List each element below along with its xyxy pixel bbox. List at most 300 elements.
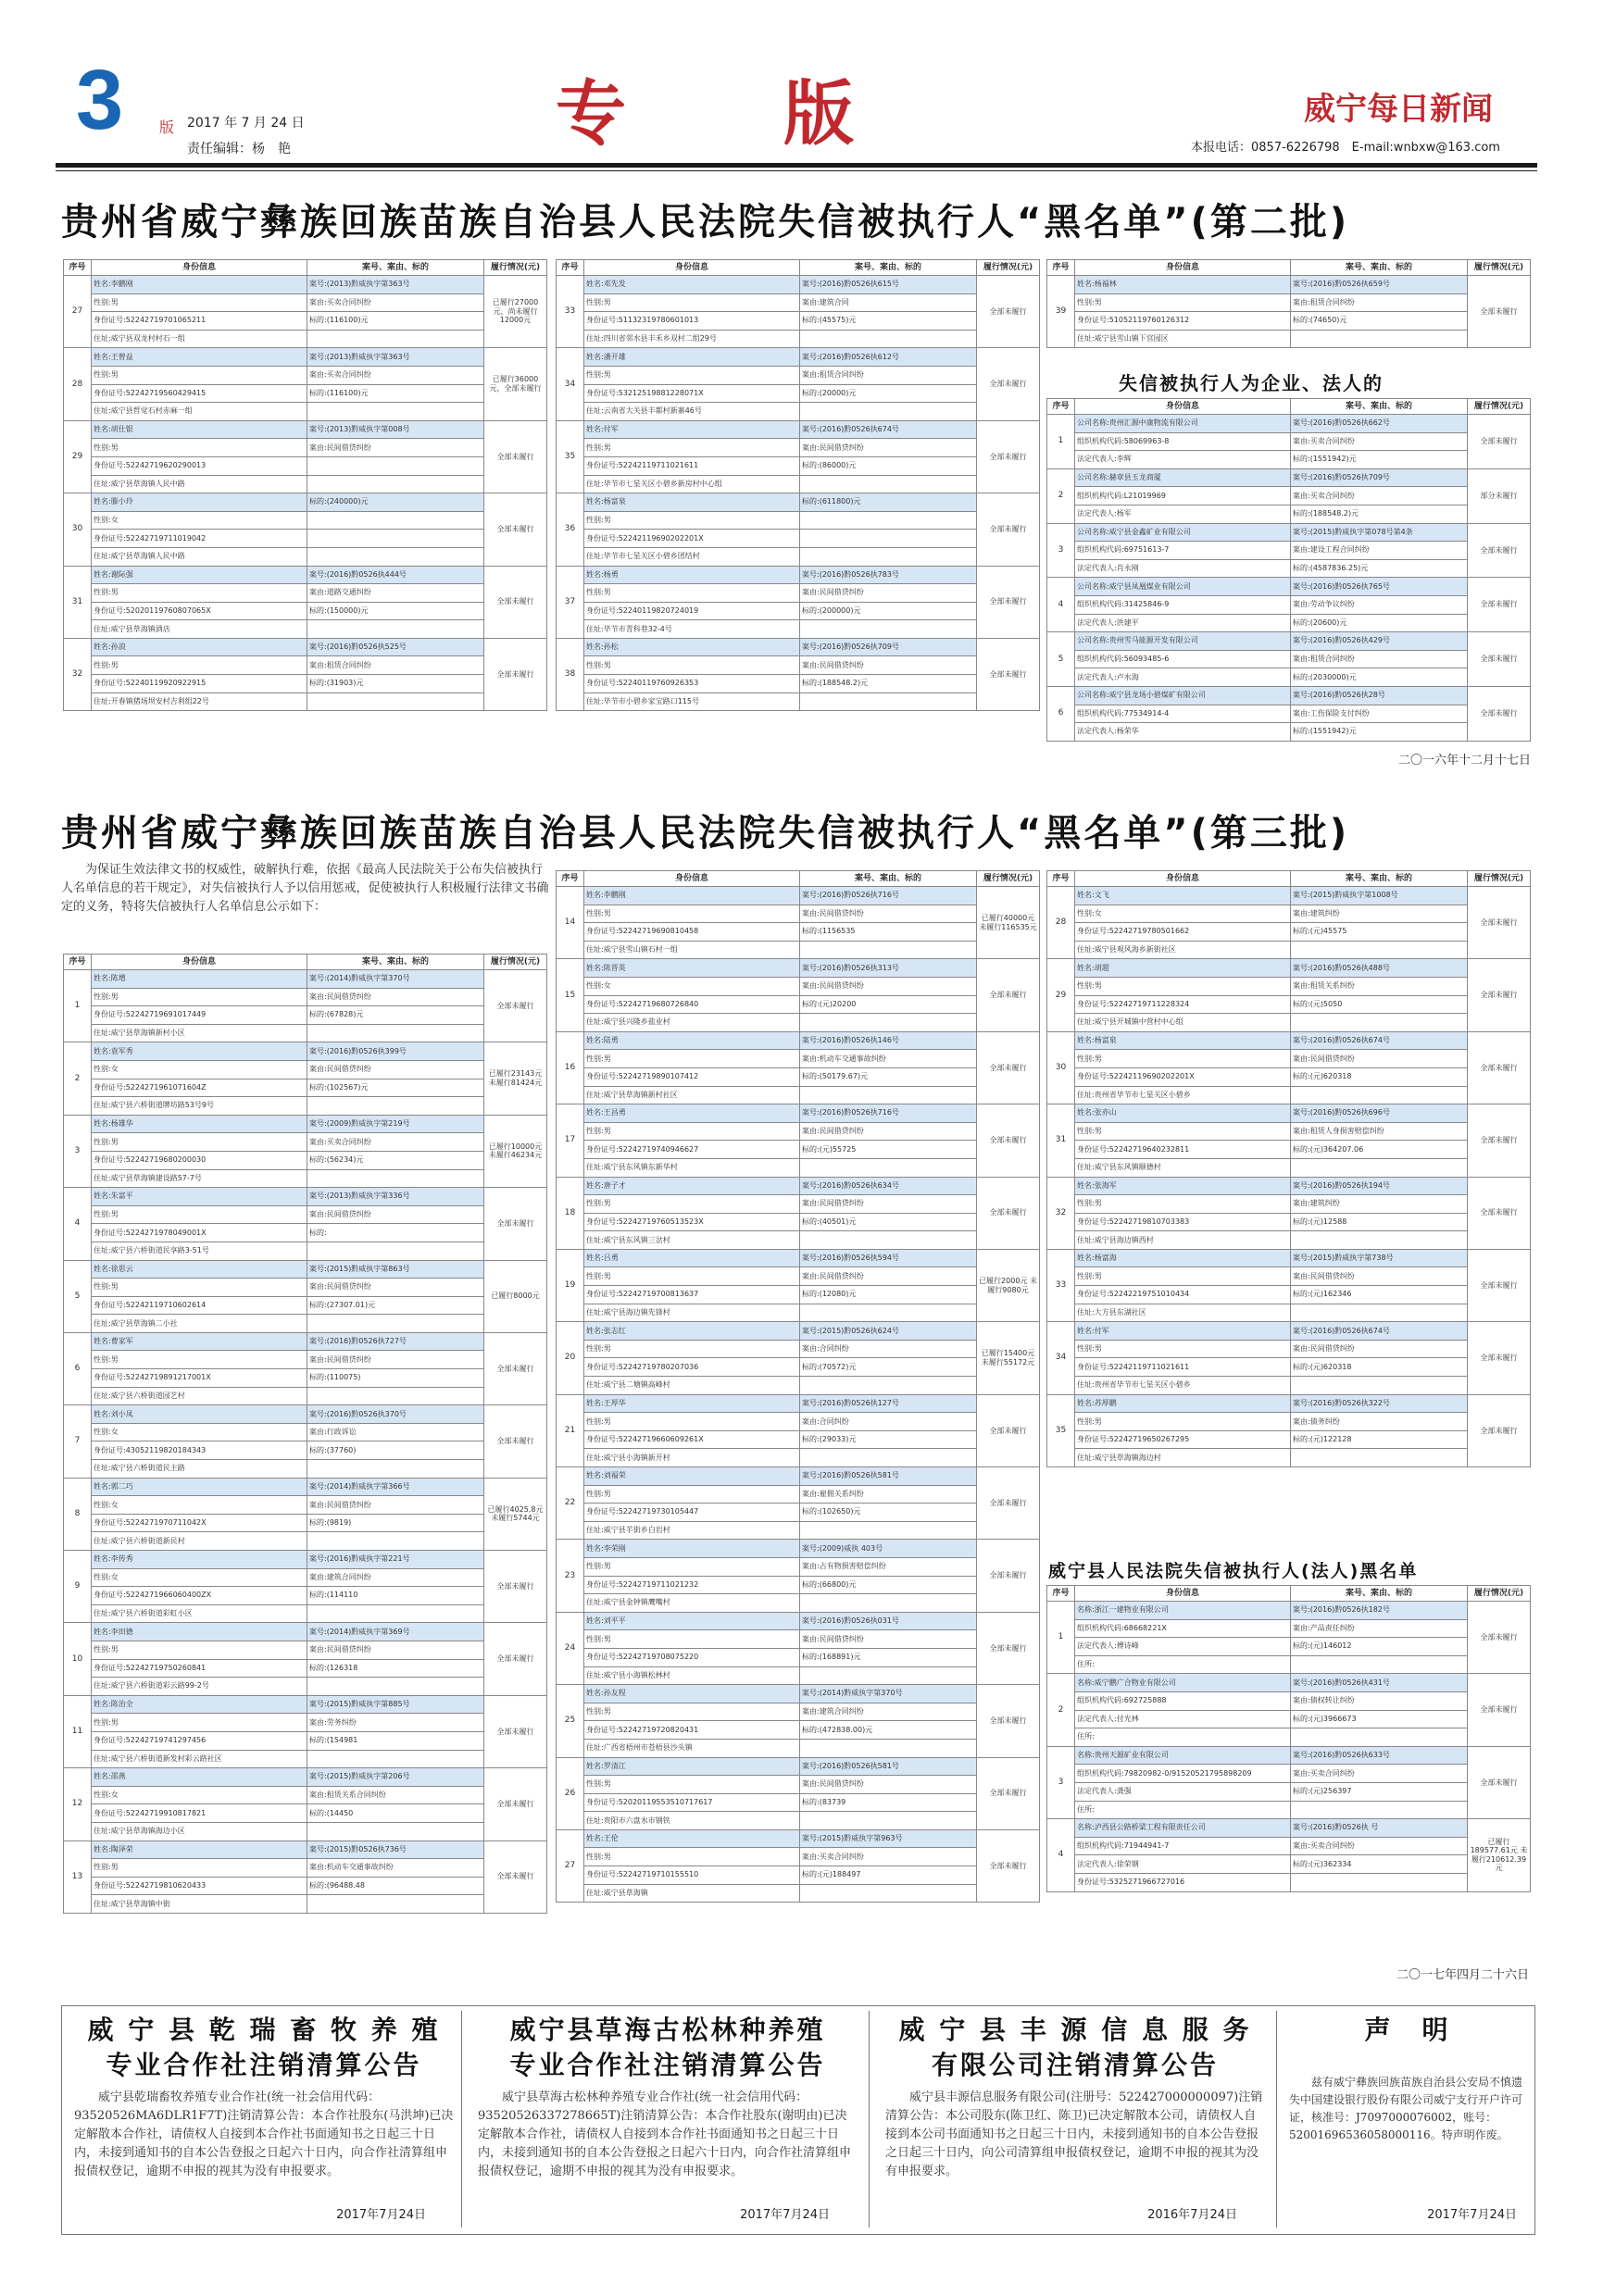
table-row (64, 276, 547, 294)
identity-cell: 住址:毕节市七星关区小碧乡新房村中心组 (584, 475, 800, 493)
table-row (557, 493, 1040, 512)
table-header (557, 260, 1040, 276)
issue-date: 2017 年 7 月 24 日 (187, 116, 305, 131)
table-row (557, 384, 1040, 403)
table-row (1047, 595, 1531, 614)
case-cell (800, 1666, 977, 1685)
table-row (1047, 1231, 1531, 1250)
case-cell: 案由:民间借贷纠纷 (800, 1776, 977, 1794)
case-cell: 标的:(元)45575 (1291, 923, 1468, 942)
case-cell: 案由:租赁合同纠纷 (307, 656, 484, 675)
table-row (557, 1158, 1040, 1177)
status-cell: 部分未履行 (1468, 468, 1531, 523)
status-cell: 全部未履行 (1468, 1031, 1531, 1104)
identity-cell: 身份证号:52242719891217001X (92, 1369, 307, 1388)
identity-cell: 住址:威宁县东风镇顺德村 (1075, 1158, 1291, 1177)
identity-cell: 身份证号:52242719711228324 (1075, 995, 1291, 1014)
identity-cell: 组织机构代码:58069963-8 (1075, 432, 1291, 451)
table-row (557, 1050, 1040, 1068)
case-cell: 案由:劳务纠纷 (307, 1714, 484, 1732)
identity-cell: 性别:男 (92, 366, 307, 384)
table-row (557, 1358, 1040, 1377)
table-row (557, 312, 1040, 331)
case-cell: 案由:买卖合同纠纷 (307, 293, 484, 312)
case-cell: 案由:机动车交通事故纠纷 (307, 1859, 484, 1878)
identity-cell: 性别:男 (92, 1641, 307, 1659)
case-cell: 案由:建筑合同纠纷 (307, 1568, 484, 1587)
case-cell: 标的:(154981 (307, 1731, 484, 1750)
row-number: 30 (64, 493, 92, 566)
case-cell (307, 475, 484, 493)
column-header: 身份信息 (584, 260, 800, 276)
notice-body: 威宁县乾瑞畜牧养殖专业合作社(统一社会信用代码：93520526MA6DLR1F7T)注销清算公告：本合作社股东(马洪坤)已决定解散本合作社，请债权人自接到本合作社书面通知书之日起三十日内，未接到通知书的自本公告登报之日起六十日内，向合作社清算组申报债权登记，逾期不申报的视其为没有申报要求。 (74, 2090, 454, 2178)
notice-caohai (478, 2013, 858, 2229)
row-number: 29 (64, 420, 92, 493)
table-row (1047, 578, 1531, 596)
identity-cell: 姓名:苏厚鹏 (1075, 1394, 1291, 1413)
identity-cell: 公司名称:赫章县玉龙商厦 (1075, 468, 1291, 487)
identity-cell: 住址:威宁县观风海乡新街社区 (1075, 941, 1291, 959)
identity-cell: 姓名:杨勇 (584, 566, 800, 584)
table-row (1047, 1638, 1531, 1656)
case-cell: 标的:(元)5050 (1291, 995, 1468, 1014)
row-number: 4 (1047, 578, 1075, 632)
case-cell: 案号:(2015)黔威执字第738号 (1291, 1249, 1468, 1267)
case-cell (307, 1532, 484, 1551)
case-cell: 案号:(2015)黔0526执624号 (800, 1322, 977, 1341)
case-cell (307, 1024, 484, 1042)
identity-cell: 姓名:杨富泉 (1075, 1031, 1291, 1050)
table-row (557, 1829, 1040, 1848)
table-row (1047, 905, 1531, 923)
table-row (1047, 1086, 1531, 1104)
batch2-title: 贵州省威宁彝族回族苗族自治县人民法院失信被执行人“黑名单”(第二批) (61, 201, 1350, 243)
case-cell (800, 1884, 977, 1903)
case-cell (1291, 1304, 1468, 1322)
case-cell: 案号:(2014)黔威执字第369号 (307, 1623, 484, 1641)
case-cell: 案号:(2016)黔0526执322号 (1291, 1394, 1468, 1413)
status-cell: 全部未履行 (1468, 578, 1531, 632)
table-row (1047, 432, 1531, 451)
row-number: 12 (64, 1768, 92, 1841)
row-number: 34 (557, 348, 584, 420)
identity-cell: 性别:男 (92, 1351, 307, 1369)
case-cell: 案由:建筑纠纷 (1291, 905, 1468, 923)
table-row (1047, 1619, 1531, 1638)
row-number: 4 (1047, 1819, 1075, 1891)
row-number: 27 (557, 1829, 584, 1902)
identity-cell: 法定代表人:龚强 (1075, 1782, 1291, 1801)
row-number: 29 (1047, 959, 1075, 1031)
row-number: 35 (557, 420, 584, 493)
case-cell: 案号:(2016)黔0526执674号 (800, 420, 977, 439)
case-cell: 案由:占有物损害赔偿纠纷 (800, 1557, 977, 1576)
identity-cell: 性别:男 (584, 1485, 800, 1504)
identity-cell: 姓名:刘小凤 (92, 1405, 307, 1424)
identity-cell: 身份证号:52242719711021232 (584, 1576, 800, 1594)
row-number: 6 (64, 1332, 92, 1404)
case-cell: 案号:(2016)黔0526执727号 (307, 1332, 484, 1351)
table-row (1047, 1122, 1531, 1141)
identity-cell: 姓名:孙浪 (92, 638, 307, 656)
blacklist-table (556, 259, 1040, 711)
table-header (1047, 1586, 1531, 1602)
table-row (1047, 1413, 1531, 1431)
case-cell: 案号:(2013)黔威执字第008号 (307, 420, 484, 439)
case-cell (307, 511, 484, 530)
table-row (64, 1188, 547, 1206)
case-cell (307, 1169, 484, 1188)
case-cell: 案号:(2016)黔0526执488号 (1291, 959, 1468, 978)
notice-title: 威 宁 县 丰 源 信 息 服 务 (898, 2015, 1252, 2045)
case-cell (800, 530, 977, 548)
identity-cell: 性别:男 (92, 1205, 307, 1224)
table-row (64, 475, 547, 493)
table-row (64, 1079, 547, 1097)
case-cell (1291, 1231, 1468, 1250)
case-cell (800, 403, 977, 421)
identity-cell: 性别:男 (584, 1267, 800, 1286)
case-cell: 案号:(2016)黔0526执594号 (800, 1249, 977, 1267)
case-cell (800, 547, 977, 566)
identity-cell: 姓名:文飞 (1075, 887, 1291, 905)
case-cell: 标的:(2030000)元 (1291, 668, 1468, 687)
identity-cell: 身份证号:52242119690202201X (584, 530, 800, 548)
case-cell: 案由:民间借贷纠纷 (800, 656, 977, 675)
status-cell: 全部未履行 (484, 1768, 547, 1841)
table-row (557, 1141, 1040, 1159)
table-row (64, 1006, 547, 1025)
column-header: 案号、案由、标的 (1291, 1586, 1468, 1602)
header-rule-thin (56, 170, 1537, 171)
case-cell (1291, 1014, 1468, 1032)
batch2-corp-title: 失信被执行人为企业、法人的 (1119, 372, 1384, 394)
table-row (1047, 632, 1531, 651)
case-cell (307, 403, 484, 421)
table-row (64, 547, 547, 566)
table-row (1047, 1819, 1531, 1838)
table-row (64, 1332, 547, 1351)
case-cell: 案由:建筑纠纷 (1291, 1195, 1468, 1214)
case-cell: 案号:(2016)黔0526执765号 (1291, 578, 1468, 596)
column-header: 序号 (64, 955, 92, 970)
column-header: 案号、案由、标的 (1291, 260, 1468, 276)
table-row (557, 602, 1040, 620)
identity-cell: 姓名:徐思云 (92, 1260, 307, 1279)
column-header: 序号 (1047, 260, 1075, 276)
case-cell (800, 1449, 977, 1467)
table-row (557, 1739, 1040, 1757)
identity-cell: 姓名:潘开雄 (584, 348, 800, 367)
case-cell (800, 1086, 977, 1104)
identity-cell: 住址:威宁县雪山镇下官园区 (1075, 330, 1291, 348)
table-row (64, 439, 547, 457)
status-cell: 全部未履行 (977, 1177, 1040, 1249)
table-row (557, 547, 1040, 566)
identity-cell: 姓名:曹家军 (92, 1332, 307, 1351)
case-cell: 案由:雇佣关系纠纷 (800, 1485, 977, 1504)
identity-cell: 性别:男 (584, 1413, 800, 1431)
case-cell: 案号:(2016)黔0526执659号 (1291, 276, 1468, 294)
table-row (64, 638, 547, 656)
table-row (64, 1641, 547, 1659)
case-cell: 案号:(2013)黔威执字第336号 (307, 1188, 484, 1206)
table-row (557, 959, 1040, 978)
identity-cell: 住所: (1075, 1801, 1291, 1819)
identity-cell: 性别:女 (92, 1496, 307, 1515)
case-cell: 标的:(70572)元 (800, 1358, 977, 1377)
case-cell: 案号:(2016)黔0526执633号 (1291, 1746, 1468, 1765)
identity-cell: 身份证号:52242719810620433 (92, 1877, 307, 1895)
table-row (557, 1866, 1040, 1885)
case-cell: 标的:(元)256397 (1291, 1782, 1468, 1801)
table-row (557, 1449, 1040, 1467)
identity-cell: 性别:男 (584, 1630, 800, 1649)
table-row (64, 1151, 547, 1169)
row-number: 15 (557, 959, 584, 1031)
case-cell (800, 1521, 977, 1540)
identity-cell: 法定代表人:杨军 (1075, 505, 1291, 523)
batch2-date: 二〇一六年十二月十七日 (1398, 754, 1532, 767)
identity-cell: 姓名:付军 (584, 420, 800, 439)
table-row (64, 1441, 547, 1460)
identity-cell: 住址:威宁县哲觉石村赤麻一组 (92, 403, 307, 421)
table-row (1047, 1213, 1531, 1231)
identity-cell: 住址:威宁县六桥街道新民村 (92, 1532, 307, 1551)
table-row (64, 1623, 547, 1641)
identity-cell: 法定代表人:肖永刚 (1075, 559, 1291, 578)
status-cell: 全部未履行 (977, 1031, 1040, 1104)
status-cell: 已履行10000元 未履行46234元 (484, 1115, 547, 1187)
table-row (557, 330, 1040, 348)
table-row (64, 330, 547, 348)
case-cell (307, 1387, 484, 1405)
identity-cell: 法定代表人:卢水海 (1075, 668, 1291, 687)
row-number: 14 (557, 887, 584, 959)
identity-cell: 住址:威宁县东风镇三岔村 (584, 1231, 800, 1250)
table-row (1047, 542, 1531, 560)
case-cell: 标的:(元)20200 (800, 995, 977, 1014)
identity-cell: 组织机构代码:L21019969 (1075, 487, 1291, 505)
identity-cell: 组织机构代码:77534914-4 (1075, 705, 1291, 723)
case-cell (307, 693, 484, 711)
row-number: 19 (557, 1249, 584, 1321)
row-number: 5 (1047, 632, 1075, 687)
case-cell: 案号:(2015)黔威执字第206号 (307, 1768, 484, 1787)
identity-cell: 名称:浙江一建物业有限公司 (1075, 1602, 1291, 1620)
case-cell: 标的:(472838.00)元 (800, 1721, 977, 1740)
case-cell (307, 1822, 484, 1841)
column-header: 序号 (1047, 871, 1075, 887)
case-cell: 案由:行政诉讼 (307, 1423, 484, 1441)
case-cell: 标的:(29033)元 (800, 1430, 977, 1449)
table-row (1047, 1765, 1531, 1783)
identity-cell: 姓名:罗清江 (584, 1757, 800, 1776)
case-cell: 案由:民间借贷纠纷 (800, 905, 977, 923)
case-cell: 标的:(50179.67)元 (800, 1067, 977, 1086)
table-row (64, 1804, 547, 1823)
case-cell: 案由:租赁人身损害赔偿纠纷 (1291, 1122, 1468, 1141)
row-number: 23 (557, 1540, 584, 1612)
identity-cell: 性别:男 (584, 439, 800, 457)
case-cell: 案由:买卖合同纠纷 (1291, 1765, 1468, 1783)
case-cell (307, 620, 484, 639)
case-cell: 标的:(116100)元 (307, 312, 484, 331)
table-row (1047, 559, 1531, 578)
row-number: 7 (64, 1405, 92, 1478)
case-cell (307, 547, 484, 566)
identity-cell: 身份证号:5224271966060400ZX (92, 1587, 307, 1605)
row-number: 6 (1047, 686, 1075, 741)
case-cell: 案由:民间借贷纠纷 (1291, 1267, 1468, 1286)
table-row (1047, 293, 1531, 312)
case-cell: 标的:(12080)元 (800, 1286, 977, 1304)
table-row (557, 1721, 1040, 1740)
table-row (557, 511, 1040, 530)
column-header: 身份信息 (1075, 871, 1291, 887)
status-cell: 已履行2000元 未履行9080元 (977, 1249, 1040, 1321)
case-cell (800, 475, 977, 493)
case-cell: 标的:(102650)元 (800, 1504, 977, 1522)
case-cell: 标的:(188548.2)元 (800, 675, 977, 693)
identity-cell: 性别:男 (1075, 977, 1291, 995)
case-cell (307, 530, 484, 548)
identity-cell: 身份证号:52242719701065211 (92, 312, 307, 331)
table-row (64, 1097, 547, 1116)
table-row (557, 1377, 1040, 1395)
identity-cell: 身份证号:52242119690202201X (1075, 1067, 1291, 1086)
notice-date: 2017年7月24日 (740, 2208, 830, 2222)
case-cell: 标的:(67828)元 (307, 1006, 484, 1025)
column-header: 履行情况(元) (1468, 260, 1531, 276)
blacklist-table (1046, 398, 1531, 742)
case-cell: 案由:买卖合同纠纷 (307, 366, 484, 384)
table-row (557, 1467, 1040, 1486)
identity-cell: 法定代表人:付光林 (1075, 1710, 1291, 1728)
table-row (557, 1557, 1040, 1576)
identity-cell: 性别:男 (584, 366, 800, 384)
case-cell: 案号:(2016)黔0526执194号 (1291, 1177, 1468, 1195)
table-row (1047, 276, 1531, 294)
table-row (557, 456, 1040, 475)
case-cell: 标的:(20000)元 (800, 384, 977, 403)
identity-cell: 身份证号:5224271961071604Z (92, 1079, 307, 1097)
status-cell: 全部未履行 (1468, 1177, 1531, 1249)
identity-cell: 法定代表人:杨荣华 (1075, 723, 1291, 742)
table-row (1047, 1358, 1531, 1377)
table-row (64, 566, 547, 584)
table-row (64, 1024, 547, 1042)
identity-cell: 性别:男 (92, 988, 307, 1006)
identity-cell: 身份证号:52242219751010434 (1075, 1286, 1291, 1304)
row-number: 33 (1047, 1249, 1075, 1321)
case-cell: 标的:(188548.2)元 (1291, 505, 1468, 523)
status-cell: 全部未履行 (977, 566, 1040, 638)
identity-cell: 住址:毕节市七星关区小碧乡团结村 (584, 547, 800, 566)
status-cell: 全部未履行 (1468, 1322, 1531, 1394)
table-row (1047, 487, 1531, 505)
table-row (64, 293, 547, 312)
identity-cell: 身份证号:53212519881228071X (584, 384, 800, 403)
column-header: 履行情况(元) (484, 260, 547, 276)
notice-title: 有限公司注销清算公告 (931, 2050, 1219, 2080)
case-cell: 案号:(2016)黔0526执783号 (800, 566, 977, 584)
case-cell: 案号:(2016)黔0526执429号 (1291, 632, 1468, 651)
case-cell: 案号:(2016)黔0526执146号 (800, 1031, 977, 1050)
identity-cell: 身份证号:52242719691017449 (92, 1006, 307, 1025)
column-header: 履行情况(元) (1468, 1586, 1531, 1602)
table-row (557, 1793, 1040, 1812)
identity-cell: 身份证号:52242719760513523X (584, 1213, 800, 1231)
table-row (64, 1242, 547, 1260)
status-cell: 全部未履行 (977, 1104, 1040, 1177)
table-row (557, 530, 1040, 548)
identity-cell: 姓名:王昌勇 (584, 1104, 800, 1123)
table-row (557, 403, 1040, 421)
table-row (64, 1659, 547, 1678)
table-row (557, 1067, 1040, 1086)
case-cell (1291, 1655, 1468, 1674)
case-cell: 案号:(2016)黔0526执709号 (800, 638, 977, 656)
row-number: 37 (557, 566, 584, 638)
case-cell: 标的:(1156535 (800, 923, 977, 942)
case-cell (1291, 1873, 1468, 1891)
case-cell: 标的:(4587836.25)元 (1291, 559, 1468, 578)
table-row (1047, 977, 1531, 995)
identity-cell: 姓名:王曾益 (92, 348, 307, 367)
table-row (557, 1213, 1040, 1231)
case-cell (1291, 330, 1468, 348)
case-cell: 标的:(40501)元 (800, 1213, 977, 1231)
case-cell: 案号:(2013)黔威执字第363号 (307, 276, 484, 294)
table-row (64, 384, 547, 403)
status-cell: 全部未履行 (977, 1540, 1040, 1612)
status-cell: 全部未履行 (1468, 887, 1531, 959)
status-cell: 全部未履行 (484, 1332, 547, 1404)
row-number: 38 (557, 638, 584, 710)
identity-cell: 姓名:杨雄华 (92, 1115, 307, 1133)
table-row (64, 1568, 547, 1587)
identity-cell: 住所: (1075, 1655, 1291, 1674)
row-number: 25 (557, 1685, 584, 1757)
identity-cell: 住址:威宁县金钟镇鹰嘴村 (584, 1594, 800, 1613)
table-row (1047, 1340, 1531, 1358)
case-cell: 标的:(元)55725 (800, 1141, 977, 1159)
table-row (64, 1877, 547, 1895)
identity-cell: 身份证号:52242719810703383 (1075, 1213, 1291, 1231)
table-row (557, 1540, 1040, 1558)
identity-cell: 住址:威宁县海边镇先锋村 (584, 1304, 800, 1322)
identity-cell: 姓名:张海军 (1075, 1177, 1291, 1195)
identity-cell: 住址:威宁县六桥街道民享路3-51号 (92, 1242, 307, 1260)
status-cell: 已履行40000元 未履行116535元 (977, 887, 1040, 959)
case-cell: 标的:(元)620318 (1291, 1358, 1468, 1377)
case-cell: 案由:买卖合同纠纷 (1291, 487, 1468, 505)
table-row (1047, 330, 1531, 348)
identity-cell: 身份证号:52240119760926353 (584, 675, 800, 693)
row-number: 13 (64, 1841, 92, 1913)
status-cell: 全部未履行 (977, 420, 1040, 493)
case-cell: 案号:(2009)黔威执字第219号 (307, 1115, 484, 1133)
case-cell: 标的:(14450 (307, 1804, 484, 1823)
identity-cell: 身份证号:52242719708075220 (584, 1648, 800, 1666)
table-row (557, 420, 1040, 439)
table-row (1047, 1141, 1531, 1159)
identity-cell: 姓名:唐子才 (584, 1177, 800, 1195)
row-number: 2 (64, 1042, 92, 1115)
table-row (1047, 1782, 1531, 1801)
case-cell: 标的:(126318 (307, 1659, 484, 1678)
